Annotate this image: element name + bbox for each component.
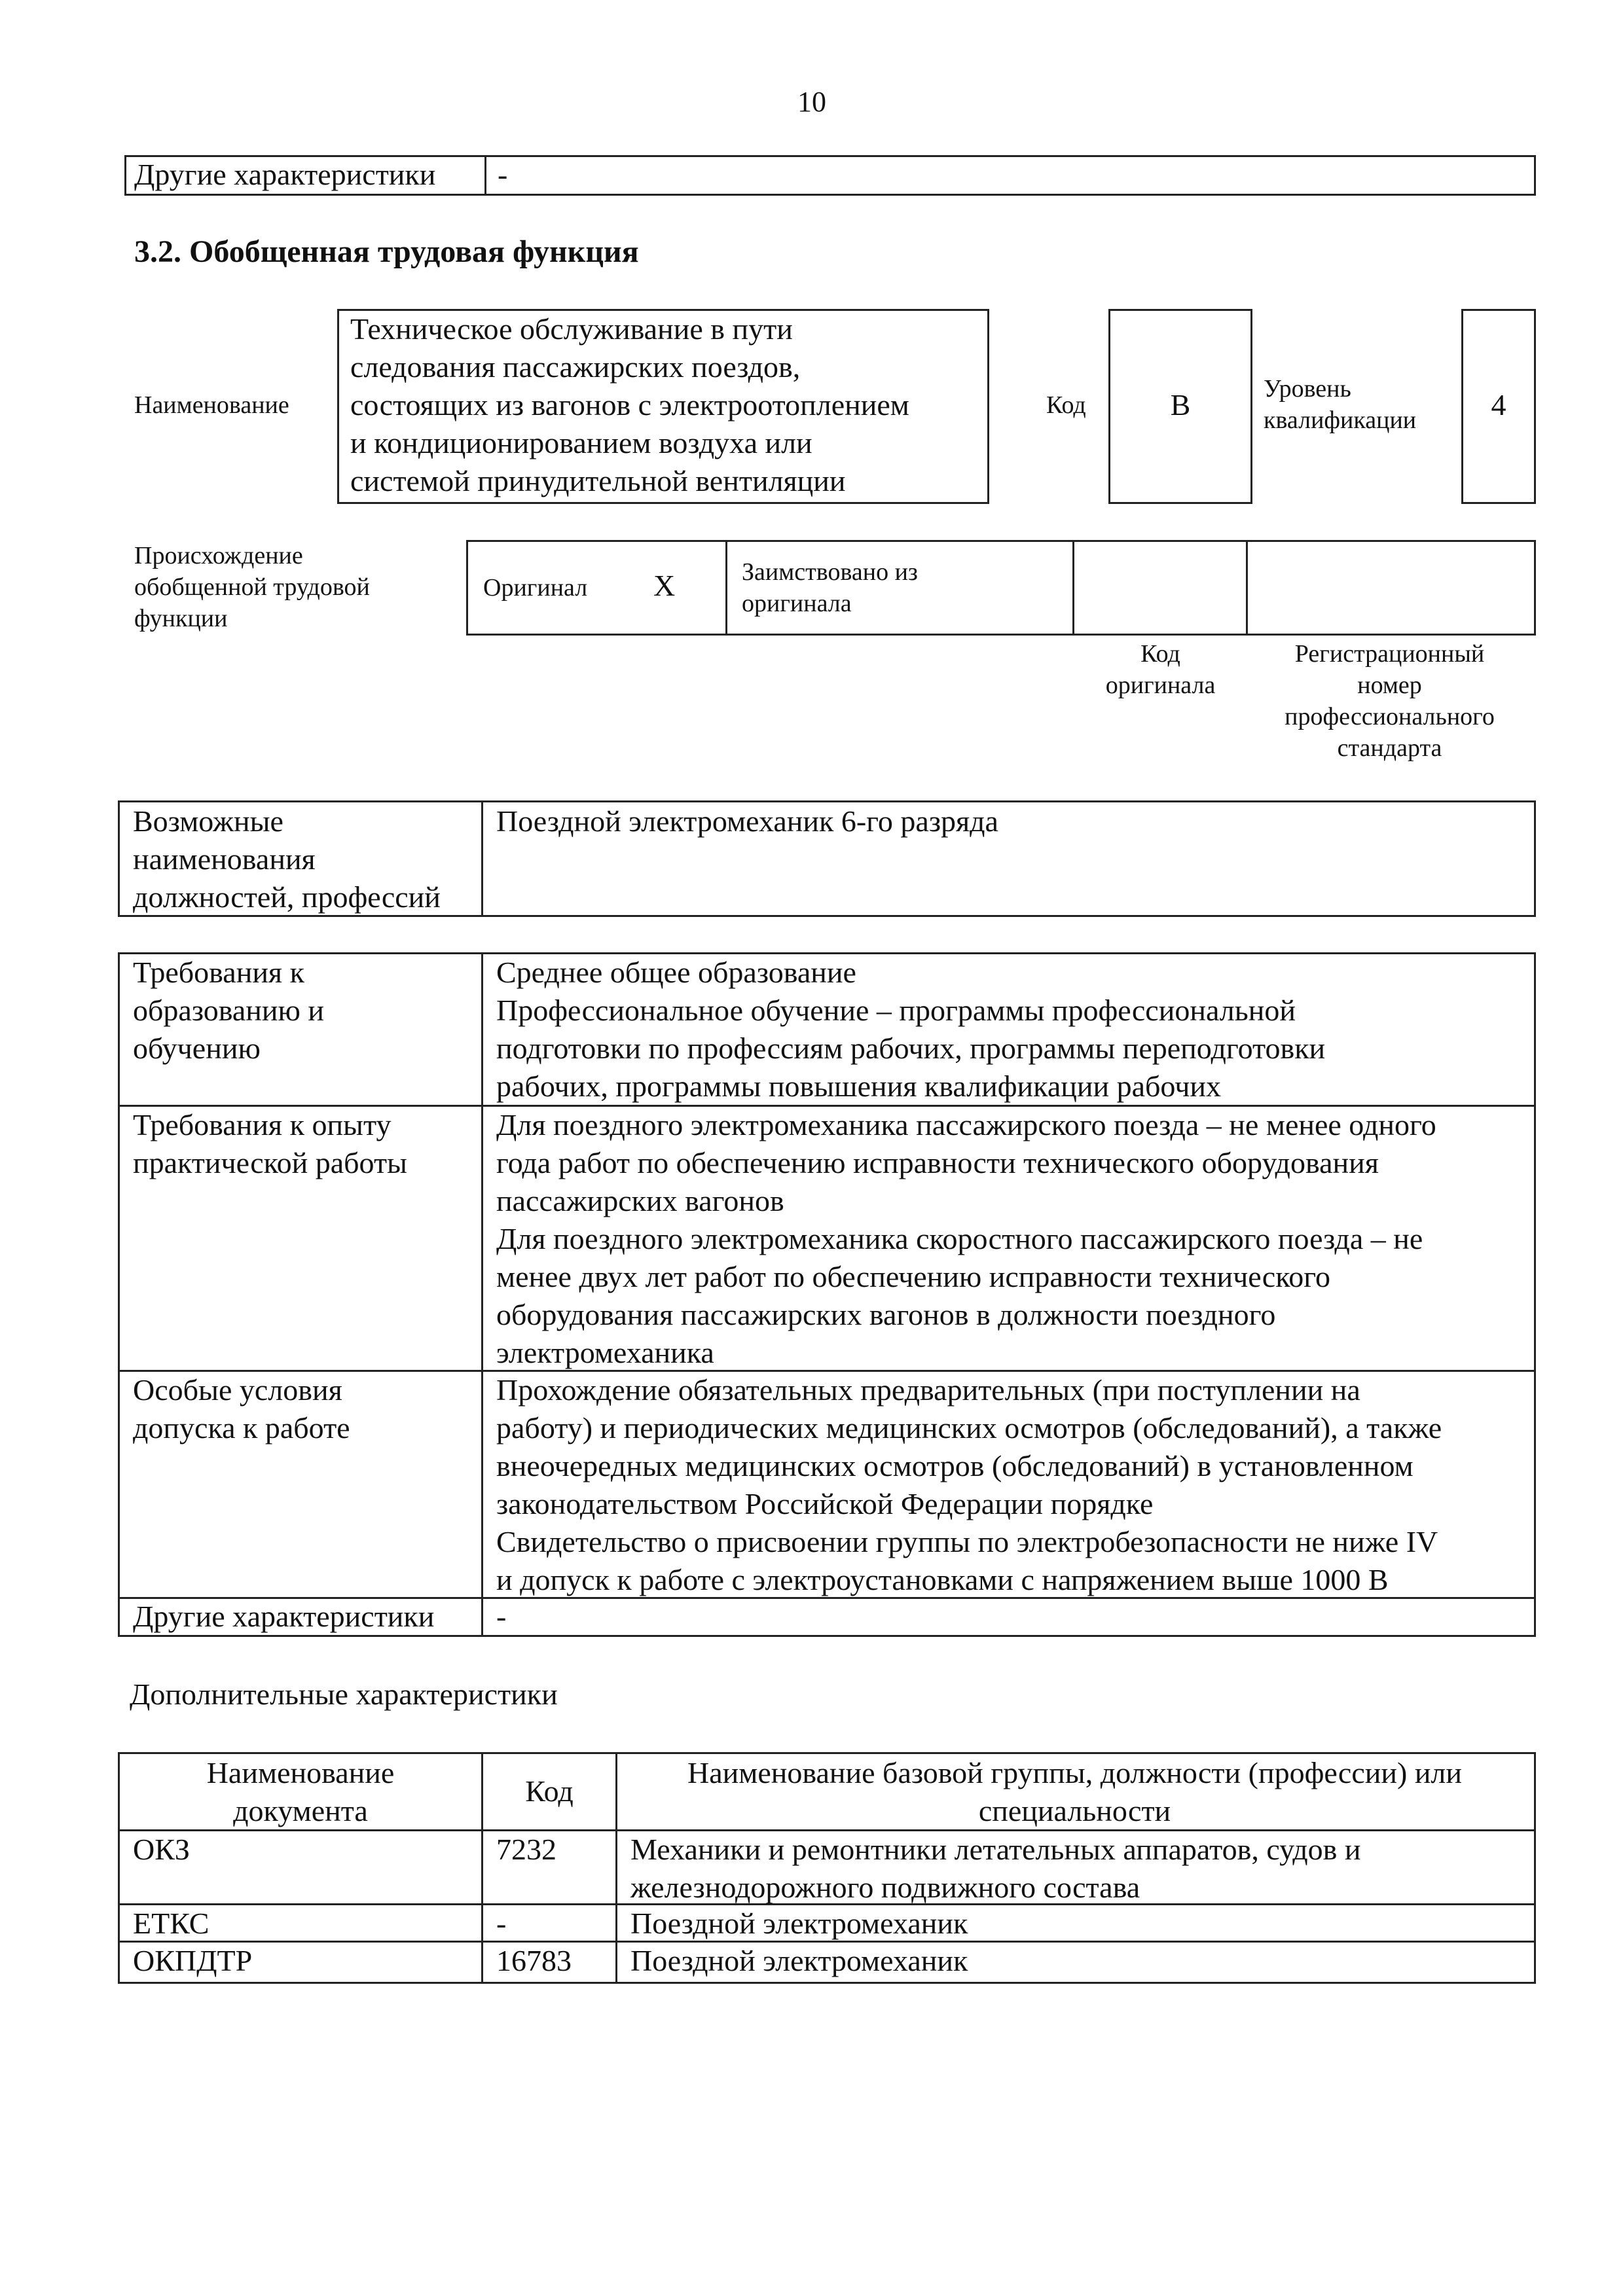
table-row-okz-code: 7232 xyxy=(496,1833,556,1866)
original-code-caption: Код оригинала xyxy=(1105,640,1216,699)
code-value: B xyxy=(1170,388,1191,422)
table-row-etks-code: - xyxy=(496,1907,507,1940)
section-title: 3.2. Обобщенная трудовая функция xyxy=(134,234,639,269)
table-row-okpdtr-name: Поездной электромеханик xyxy=(630,1944,968,1977)
table-row-etks-doc: ЕТКС xyxy=(133,1907,210,1940)
table-row-okpdtr-doc: ОКПДТР xyxy=(133,1944,253,1977)
registration-number-caption: Регистрационный номер профессионального стандарта xyxy=(1285,640,1495,762)
table-row-etks-name: Поездной электромеханик xyxy=(630,1907,968,1940)
req-education-label: Требования к образованию и обучению xyxy=(133,956,324,1065)
positions-label: Возможные наименования должностей, профессий xyxy=(133,804,441,914)
req-special-conditions-label: Особые условия допуска к работе xyxy=(133,1373,350,1444)
page-number: 10 xyxy=(797,86,826,118)
origin-table xyxy=(466,540,1536,636)
table-row-okz-name: Механики и ремонтники летательных аппаратов, судов и железнодорожного подвижного состава xyxy=(630,1833,1361,1904)
table-row-okz-doc: ОКЗ xyxy=(133,1833,190,1866)
top-characteristics-label: Другие характеристики xyxy=(134,158,436,191)
original-mark: X xyxy=(653,569,676,602)
qualification-level-value: 4 xyxy=(1491,388,1506,422)
code-label: Код xyxy=(1046,391,1086,419)
table-row-okpdtr-code: 16783 xyxy=(496,1944,572,1977)
top-characteristics-value: - xyxy=(498,158,508,191)
req-other-label: Другие характеристики xyxy=(133,1600,435,1633)
req-experience-value: Для поездного электромеханика пассажирского поезда – не менее одного года работ по обеспечению исправности технического оборудования пассажирских вагонов Для поездного электромеханика скоростного пассажирского поезда – не менее двух лет работ по обеспечению исправности технического оборудования пассажирских вагонов в должности поездного электромеханика xyxy=(496,1108,1436,1369)
header-code: Код xyxy=(525,1774,574,1808)
function-name-text: Техническое обслуживание в пути следования пассажирских поездов, состоящих из вагонов с электроотоплением и кондиционированием воздуха или системой принудительной вентиляции xyxy=(350,312,909,497)
req-experience-label: Требования к опыту практической работы xyxy=(133,1108,407,1179)
req-education-value: Среднее общее образование Профессиональное обучение – программы профессиональной подготовки по профессиям рабочих, программы переподготовки рабочих, программы повышения квалификации рабочих xyxy=(496,956,1326,1103)
req-special-conditions-value: Прохождение обязательных предварительных (при поступлении на работу) и периодических медицинских осмотров (обследований), а также внеочередных медицинских осмотров (обследований) в установленном законодательством Российской Федерации порядке Свидетельство о присвоении группы по электробезопасности не ниже IV и допуск к работе с электроустановками с напряжением выше 1000 В xyxy=(496,1373,1442,1596)
additional-title: Дополнительные характеристики xyxy=(130,1677,558,1711)
header-base-group: Наименование базовой группы, должности (профессии) или специальности xyxy=(687,1756,1463,1827)
positions-value: Поездной электромеханик 6-го разряда xyxy=(496,804,998,838)
header-document: Наименование документа xyxy=(206,1756,395,1827)
function-name-label: Наименование xyxy=(134,391,289,419)
original-option-label: Оригинал xyxy=(483,574,588,601)
borrowed-option-label: Заимствовано из оригинала xyxy=(742,558,918,617)
req-other-value: - xyxy=(496,1600,507,1633)
qualification-level-label: Уровень квалификации xyxy=(1264,375,1417,434)
origin-label: Происхождение обобщенной трудовой функции xyxy=(134,542,370,632)
